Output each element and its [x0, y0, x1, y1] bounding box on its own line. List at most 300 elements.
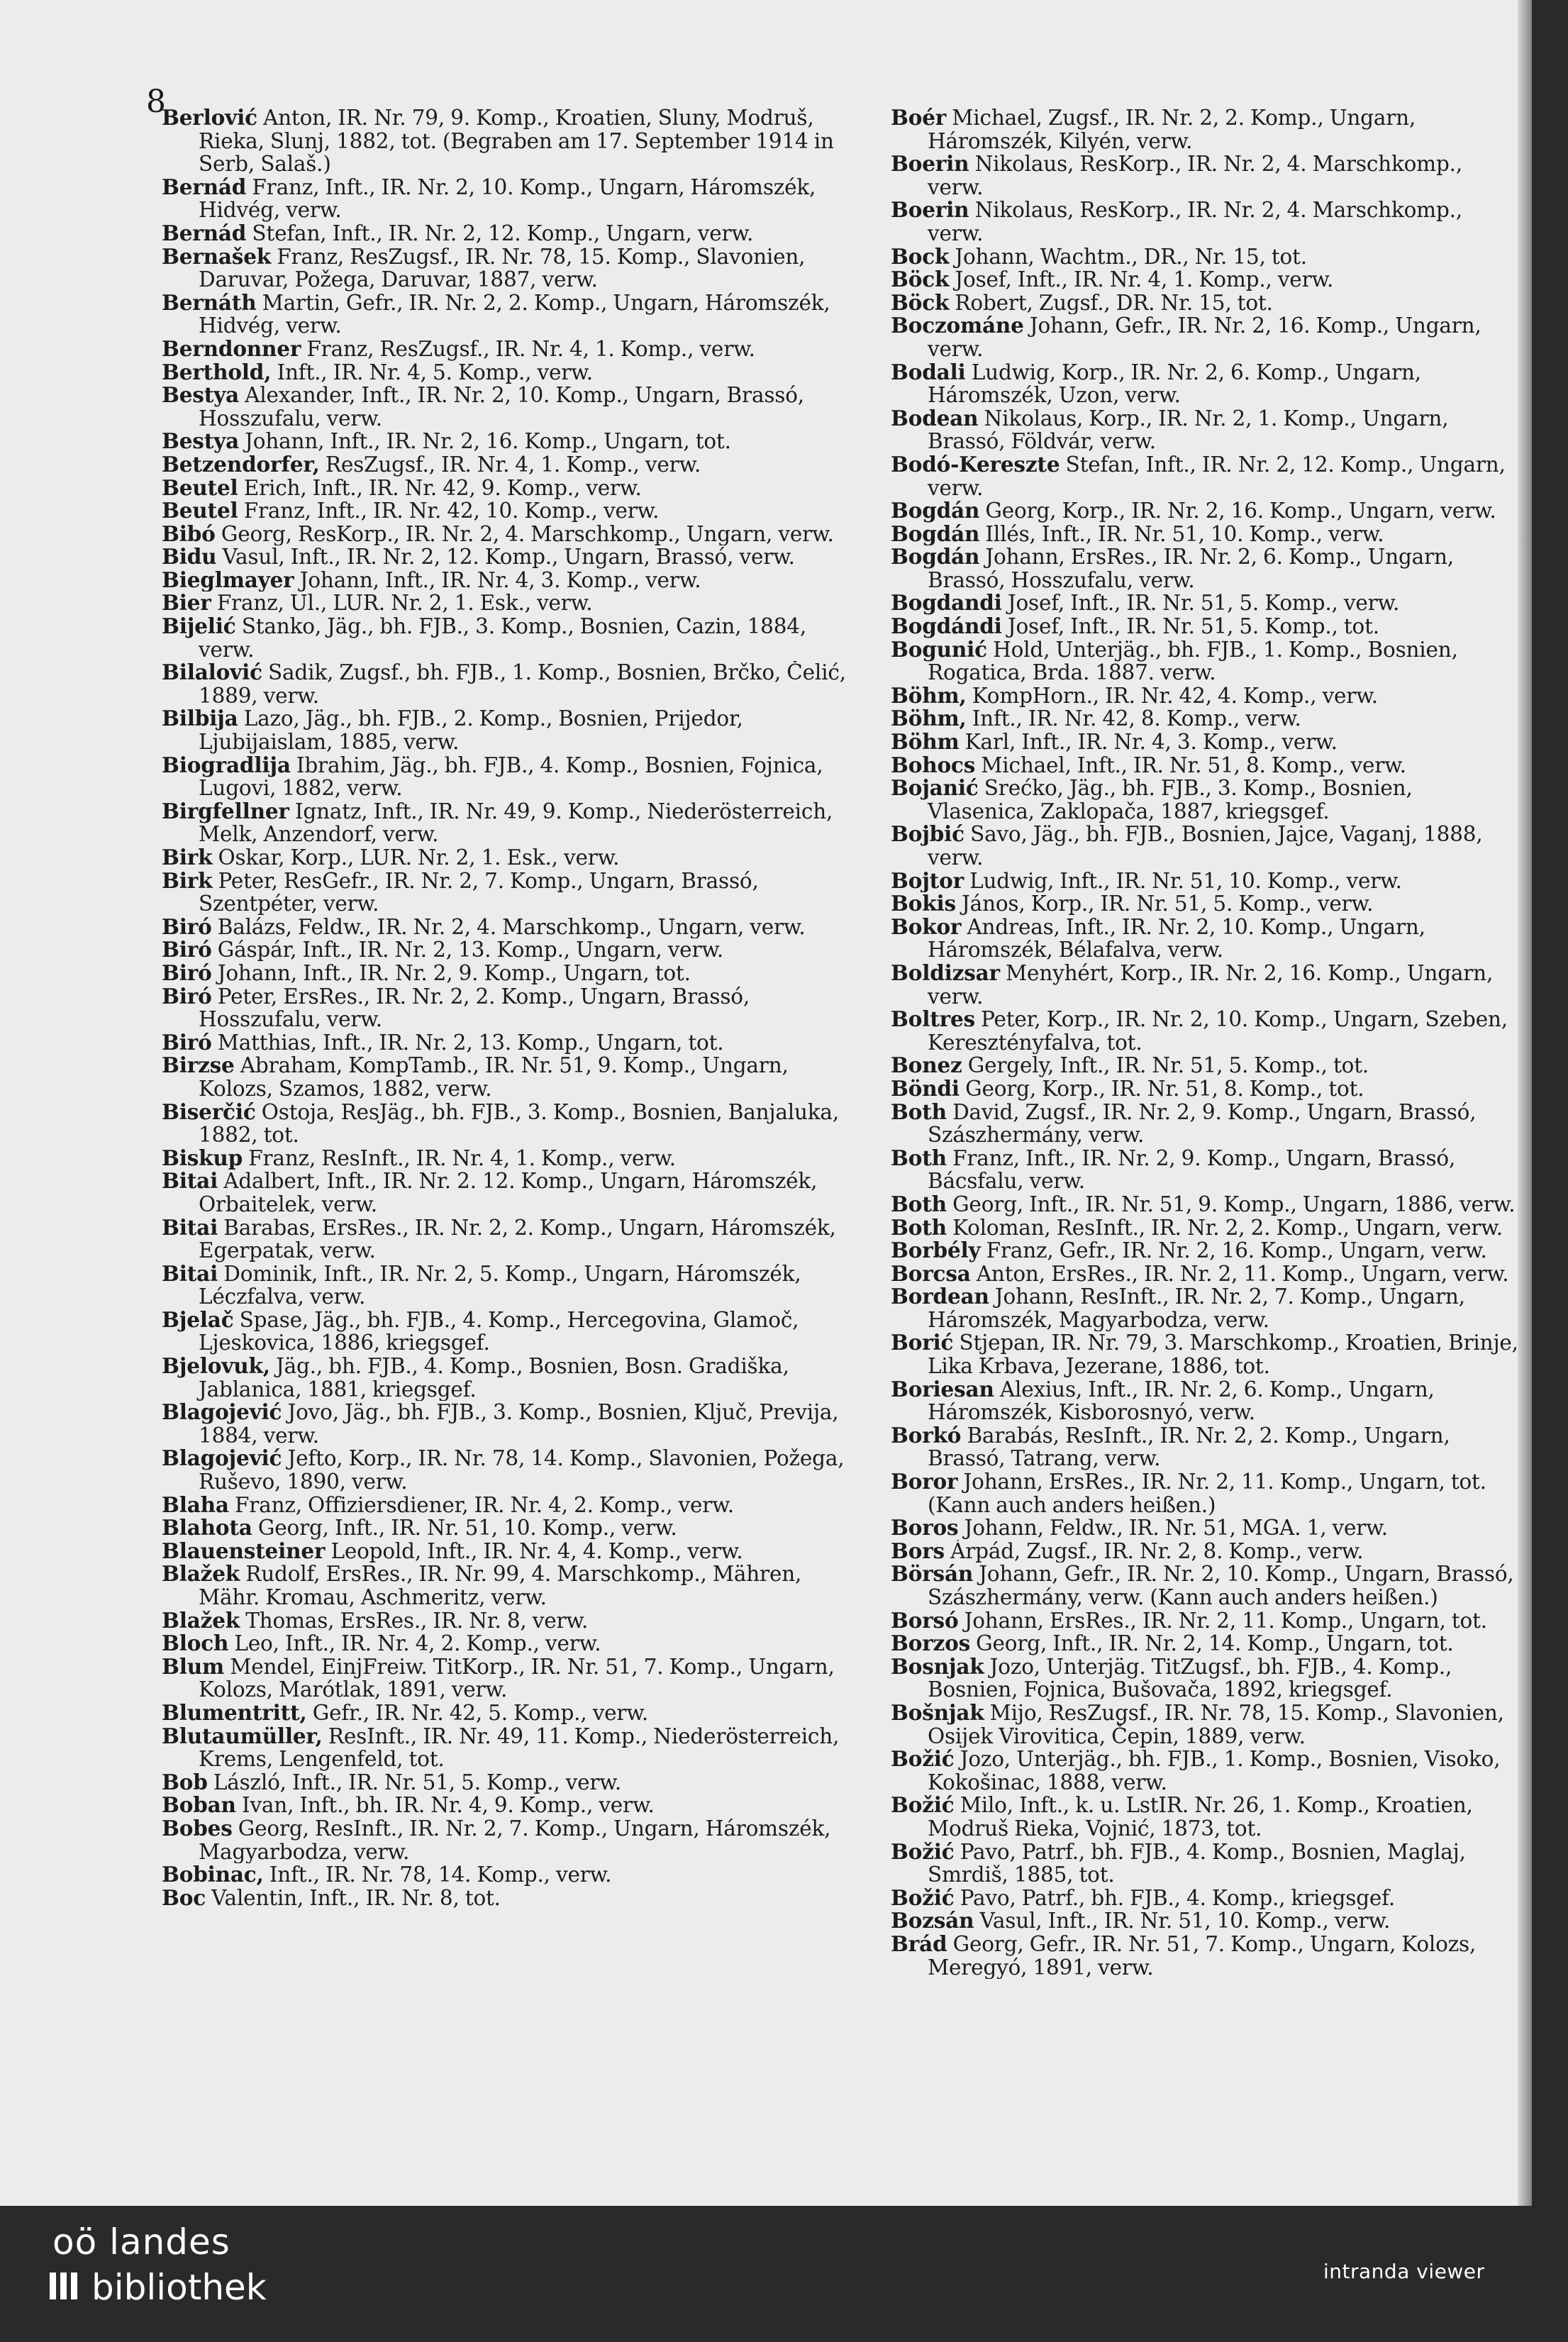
entry-details: Franz, Inft., IR. Nr. 2, 9. Komp., Ungarn, Brassó, Bácsfalu, verw.	[928, 1146, 1456, 1193]
entry-surname: Bokis	[891, 892, 956, 916]
register-entry	[891, 1331, 1522, 1377]
entry-details: Johann, ResInft., IR. Nr. 2, 7. Komp., Ungarn, Háromszék, Magyarbodza, verw.	[928, 1285, 1465, 1332]
entry-details: Lazo, Jäg., bh. FJB., 2. Komp., Bosnien, Prijedor, Ljubijaislam, 1885, verw.	[199, 707, 743, 754]
entry-details: Sadik, Zugsf., bh. FJB., 1. Komp., Bosnien, Brčko, Čelić, 1889, verw.	[199, 661, 846, 708]
entry-surname: Bijelić	[162, 615, 236, 639]
entry-surname: Božić	[891, 1748, 955, 1772]
entry-details: Gáspár, Inft., IR. Nr. 2, 13. Komp., Ungarn, verw.	[211, 938, 724, 962]
entry-details: Ludwig, Korp., IR. Nr. 2, 6. Komp., Ungarn, Háromszék, Uzon, verw.	[928, 360, 1421, 407]
register-entry	[891, 199, 1522, 245]
register-entry	[162, 1563, 861, 1609]
register-entry	[891, 592, 1522, 615]
entry-surname: Both	[891, 1146, 947, 1170]
entry-surname: Borsó	[891, 1609, 959, 1633]
entry-surname: Bohocs	[891, 753, 976, 777]
library-logo-line1: oö landes	[52, 2221, 230, 2263]
register-entry	[891, 777, 1522, 823]
register-entry	[891, 1216, 1522, 1240]
entry-details: Georg, ResInft., IR. Nr. 2, 7. Komp., Ungarn, Háromszék, Magyarbodza, verw.	[199, 1816, 831, 1864]
entry-details: Oskar, Korp., LUR. Nr. 2, 1. Esk., verw.	[212, 846, 620, 870]
register-entry	[891, 1748, 1522, 1794]
entry-surname: Blumentritt,	[162, 1701, 307, 1725]
register-entry	[891, 1841, 1522, 1887]
entry-details: Michael, Inft., IR. Nr. 51, 8. Komp., verw.	[975, 753, 1406, 777]
entry-details: Johann, ErsRes., IR. Nr. 2, 11. Komp., Ungarn, tot. (Kann auch anders heißen.)	[928, 1470, 1486, 1517]
entry-surname: Bitai	[162, 1216, 218, 1240]
entry-details: Michael, Zugsf., IR. Nr. 2, 2. Komp., Ungarn, Háromszék, Kilyén, verw.	[928, 106, 1416, 153]
entry-details: Inft., IR. Nr. 42, 8. Komp., verw.	[966, 707, 1301, 731]
register-entry	[162, 523, 861, 546]
entry-details: Franz, ResInft., IR. Nr. 4, 1. Komp., verw.	[243, 1146, 676, 1170]
entry-surname: Boban	[162, 1794, 236, 1817]
entry-surname: Bernáth	[162, 291, 257, 315]
entry-details: Ludwig, Inft., IR. Nr. 51, 10. Komp., verw.	[963, 869, 1402, 893]
entry-surname: Birk	[162, 869, 213, 893]
entry-surname: Bogdán	[891, 522, 980, 546]
entry-surname: Bosnjak	[891, 1655, 984, 1679]
entry-surname: Bojtor	[891, 869, 964, 893]
entry-surname: Biró	[162, 915, 212, 939]
register-entry	[891, 1378, 1522, 1424]
register-entry	[162, 569, 861, 592]
entry-surname: Berthold,	[162, 360, 272, 384]
register-entry	[162, 453, 861, 477]
register-entry	[891, 106, 1522, 152]
entry-details: Johann, Inft., IR. Nr. 2, 16. Komp., Ungarn, tot.	[239, 430, 731, 453]
entry-surname: Boldizsar	[891, 961, 1000, 985]
entry-surname: Böck	[891, 268, 950, 292]
entry-surname: Borić	[891, 1331, 954, 1355]
entry-details: Abraham, KompTamb., IR. Nr. 51, 9. Komp., Ungarn, Kolozs, Szamos, 1882, verw.	[199, 1054, 789, 1101]
entry-surname: Bitai	[162, 1170, 218, 1194]
register-entry	[891, 1008, 1522, 1054]
register-entry	[162, 938, 861, 962]
entry-details: Valentin, Inft., IR. Nr. 8, tot.	[205, 1886, 501, 1910]
entry-surname: Bodean	[891, 406, 979, 431]
entry-surname: Blahota	[162, 1516, 252, 1540]
entry-details: Inft., IR. Nr. 4, 5. Komp., verw.	[271, 360, 593, 384]
entry-details: Stefan, Inft., IR. Nr. 2, 12. Komp., Ungarn, verw.	[928, 453, 1506, 500]
register-entry	[162, 1516, 861, 1540]
entry-surname: Bodó-Kereszte	[891, 453, 1060, 477]
entry-details: Franz, Gefr., IR. Nr. 2, 16. Komp., Ungarn, verw.	[980, 1239, 1487, 1262]
register-entry	[162, 245, 861, 292]
entry-surname: Biogradlija	[162, 753, 291, 777]
register-entry	[162, 615, 861, 661]
entry-details: Leopold, Inft., IR. Nr. 4, 4. Komp., verw.	[325, 1539, 743, 1563]
register-entry	[891, 1655, 1522, 1702]
register-entry	[162, 1817, 861, 1863]
entry-details: Georg, Korp., IR. Nr. 51, 8. Komp., tot.	[959, 1077, 1364, 1101]
entry-details: Alexius, Inft., IR. Nr. 2, 6. Komp., Ungarn, Háromszék, Kisborosnyó, verw.	[928, 1377, 1435, 1424]
register-entry	[162, 800, 861, 846]
entry-surname: Bitai	[162, 1262, 218, 1286]
register-entry	[891, 499, 1522, 523]
entry-surname: Biró	[162, 984, 212, 1009]
entry-surname: Bestya	[162, 430, 239, 453]
register-entry	[891, 1933, 1522, 1979]
register-entry	[162, 106, 861, 176]
entry-details: Ignatz, Inft., IR. Nr. 49, 9. Komp., Niederösterreich, Melk, Anzendorf, verw.	[199, 799, 833, 846]
entry-surname: Bier	[162, 592, 211, 616]
register-entry	[891, 1540, 1522, 1563]
register-entry	[891, 292, 1522, 315]
entry-surname: Bernád	[162, 175, 247, 199]
entry-surname: Bob	[162, 1770, 208, 1794]
entry-details: Georg, Gefr., IR. Nr. 51, 7. Komp., Ungarn, Kolozs, Meregyó, 1891, verw.	[928, 1932, 1477, 1980]
register-entry	[891, 1101, 1522, 1147]
register-entry	[891, 245, 1522, 269]
register-entry	[891, 707, 1522, 731]
entry-surname: Bodali	[891, 360, 966, 384]
register-entry	[891, 545, 1522, 592]
entry-surname: Bonez	[891, 1054, 962, 1077]
entry-surname: Bordean	[891, 1285, 989, 1309]
register-entry	[162, 1702, 861, 1725]
entry-details: Nikolaus, Korp., IR. Nr. 2, 1. Komp., Ungarn, Brassó, Földvár, verw.	[928, 406, 1449, 453]
entry-surname: Bogdándi	[891, 615, 1002, 638]
register-entry	[891, 615, 1522, 638]
entry-details: László, Inft., IR. Nr. 51, 5. Komp., verw.	[207, 1770, 621, 1794]
entry-details: Georg, Inft., IR. Nr. 2, 14. Komp., Ungarn, tot.	[970, 1632, 1454, 1655]
entry-surname: Blažek	[162, 1609, 240, 1633]
register-entry	[891, 892, 1522, 916]
viewer-label: intranda viewer	[1323, 2260, 1485, 2283]
register-entry	[162, 1655, 861, 1702]
entry-surname: Boros	[891, 1516, 959, 1540]
register-entry	[891, 1262, 1522, 1286]
entry-surname: Both	[891, 1216, 947, 1240]
entry-surname: Blagojević	[162, 1401, 282, 1425]
entry-surname: Borbély	[891, 1239, 981, 1262]
entry-details: Johann, ErsRes., IR. Nr. 2, 11. Komp., Ungarn, tot.	[958, 1609, 1487, 1633]
entry-surname: Both	[891, 1100, 947, 1124]
entry-surname: Bobes	[162, 1816, 233, 1841]
entry-surname: Bibó	[162, 522, 216, 546]
register-entry	[162, 1494, 861, 1517]
entry-surname: Böhm	[891, 731, 960, 754]
entry-details: Peter, ErsRes., IR. Nr. 2, 2. Komp., Ungarn, Brassó, Hosszufalu, verw.	[199, 984, 750, 1031]
entry-details: Franz, Ul., LUR. Nr. 2, 1. Esk., verw.	[211, 592, 593, 616]
register-entry	[891, 453, 1522, 499]
register-entry	[162, 338, 861, 361]
entry-details: Johann, ErsRes., IR. Nr. 2, 6. Komp., Ungarn, Brassó, Hosszufalu, verw.	[928, 545, 1454, 592]
entry-details: Stanko, Jäg., bh. FJB., 3. Komp., Bosnien, Cazin, 1884, verw.	[199, 615, 807, 662]
register-entry	[891, 1054, 1522, 1077]
register-entry	[162, 1054, 861, 1100]
register-entry	[162, 1609, 861, 1633]
entry-details: Jefto, Korp., IR. Nr. 78, 14. Komp., Slavonien, Požega, Ruševo, 1890, verw.	[199, 1447, 845, 1494]
entry-surname: Božić	[891, 1840, 955, 1864]
left-column	[162, 106, 861, 1909]
entry-surname: Betzendorfer,	[162, 453, 320, 477]
register-entry	[162, 384, 861, 430]
register-entry	[162, 1262, 861, 1309]
entry-surname: Božić	[891, 1794, 955, 1818]
entry-surname: Blažek	[162, 1563, 240, 1587]
entry-surname: Borzos	[891, 1632, 970, 1655]
entry-surname: Both	[891, 1192, 947, 1216]
entry-details: János, Korp., IR. Nr. 51, 5. Komp., verw.	[955, 892, 1374, 916]
entry-surname: Bozsán	[891, 1909, 974, 1933]
register-entry	[162, 1794, 861, 1817]
entry-surname: Biserčić	[162, 1100, 256, 1124]
entry-surname: Berndonner	[162, 337, 301, 361]
register-entry	[162, 430, 861, 453]
entry-surname: Börsán	[891, 1563, 974, 1587]
entry-details: Menyhért, Korp., IR. Nr. 2, 16. Komp., Ungarn, verw.	[928, 961, 1494, 1009]
entry-details: Ibrahim, Jäg., bh. FJB., 4. Komp., Bosnien, Fojnica, Lugovi, 1882, verw.	[199, 753, 823, 800]
register-entry	[891, 1147, 1522, 1193]
register-entry	[891, 361, 1522, 407]
entry-details: Johann, Inft., IR. Nr. 4, 3. Komp., verw.	[294, 568, 701, 592]
register-entry	[162, 222, 861, 245]
library-logo-bars-icon	[50, 2267, 82, 2308]
entry-surname: Berlović	[162, 106, 257, 130]
entry-details: Nikolaus, ResKorp., IR. Nr. 2, 4. Marschkomp., verw.	[928, 199, 1462, 245]
register-entry	[891, 684, 1522, 708]
entry-surname: Boror	[891, 1470, 958, 1494]
entry-surname: Bestya	[162, 384, 239, 408]
entry-surname: Bidu	[162, 545, 217, 569]
register-entry	[162, 846, 861, 870]
register-entry	[162, 1887, 861, 1910]
entry-details: Anton, ErsRes., IR. Nr. 2, 11. Komp., Ungarn, verw.	[970, 1262, 1509, 1286]
register-entry	[162, 499, 861, 523]
register-entry	[162, 1863, 861, 1887]
register-entry	[891, 1632, 1522, 1655]
entry-surname: Biró	[162, 961, 212, 985]
entry-details: Vasul, Inft., IR. Nr. 51, 10. Komp., verw.	[974, 1909, 1391, 1933]
entry-details: Pavo, Patrf., bh. FJB., 4. Komp., Bosnien, Maglaj, Smrdiš, 1885, tot.	[928, 1840, 1466, 1887]
register-entry	[162, 477, 861, 500]
entry-surname: Bors	[891, 1539, 945, 1563]
entry-surname: Blum	[162, 1655, 225, 1679]
register-entry	[891, 1285, 1522, 1331]
entry-details: Andreas, Inft., IR. Nr. 2, 10. Komp., Ungarn, Háromszék, Bélafalva, verw.	[928, 915, 1425, 962]
register-entry	[891, 823, 1522, 869]
entry-details: Josef, Inft., IR. Nr. 4, 1. Komp., verw.	[949, 268, 1334, 292]
register-entry	[162, 592, 861, 615]
entry-details: Stefan, Inft., IR. Nr. 2, 12. Komp., Ungarn, verw.	[246, 221, 754, 245]
entry-details: Robert, Zugsf., DR. Nr. 15, tot.	[949, 291, 1273, 315]
entry-surname: Bogunić	[891, 638, 987, 662]
entry-surname: Bojanić	[891, 777, 979, 801]
register-entry	[162, 754, 861, 800]
entry-details: Franz, ResZugsf., IR. Nr. 78, 15. Komp., Slavonien, Daruvar, Požega, Daruvar, 1887, verw.	[199, 245, 806, 292]
entry-surname: Boriesan	[891, 1377, 994, 1402]
entry-surname: Božić	[891, 1886, 955, 1910]
entry-details: Johann, Inft., IR. Nr. 2, 9. Komp., Ungarn, tot.	[211, 961, 691, 985]
entry-details: Josef, Inft., IR. Nr. 51, 5. Komp., tot.	[1001, 615, 1379, 638]
register-entry	[162, 1401, 861, 1447]
register-entry	[162, 361, 861, 384]
entry-details: Johann, Feldw., IR. Nr. 51, MGA. 1, verw.	[958, 1516, 1388, 1540]
entry-surname: Bernád	[162, 221, 247, 245]
register-entry	[891, 1609, 1522, 1633]
library-logo-text: bibliothek	[91, 2267, 267, 2308]
entry-surname: Bogdán	[891, 499, 980, 523]
entry-details: Erich, Inft., IR. Nr. 42, 9. Komp., verw.	[238, 476, 642, 500]
entry-surname: Boczománe	[891, 314, 1024, 338]
entry-details: Franz, Inft., IR. Nr. 42, 10. Komp., verw.	[238, 499, 660, 523]
entry-surname: Biskup	[162, 1146, 243, 1170]
entry-surname: Böhm,	[891, 707, 967, 731]
entry-details: Mijo, ResZugsf., IR. Nr. 78, 15. Komp., Slavonien, Osijek Virovitica, Čepin, 1889, verw.	[928, 1701, 1504, 1748]
entry-details: Jäg., bh. FJB., 4. Komp., Bosnien, Bosn. Gradiška, Jablanica, 1881, kriegsgef.	[199, 1355, 789, 1402]
entry-surname: Birzse	[162, 1054, 235, 1078]
entry-surname: Boc	[162, 1886, 206, 1910]
entry-details: Thomas, ErsRes., IR. Nr. 8, verw.	[240, 1609, 589, 1633]
register-entry	[891, 731, 1522, 754]
entry-details: Illés, Inft., IR. Nr. 51, 10. Komp., verw.	[979, 522, 1384, 546]
entry-details: Adalbert, Inft., IR. Nr. 2. 12. Komp., Ungarn, Háromszék, Orbaitelek, verw.	[199, 1170, 818, 1216]
entry-surname: Beutel	[162, 476, 238, 500]
register-entry	[162, 176, 861, 222]
register-entry	[162, 1632, 861, 1655]
entry-details: Matthias, Inft., IR. Nr. 2, 13. Komp., Ungarn, tot.	[211, 1031, 724, 1055]
register-entry	[162, 707, 861, 753]
register-entry	[162, 1725, 861, 1771]
register-entry	[891, 754, 1522, 777]
register-entry	[162, 1101, 861, 1147]
entry-surname: Bieglmayer	[162, 568, 294, 592]
entry-surname: Biró	[162, 938, 212, 962]
entry-details: Peter, Korp., IR. Nr. 2, 10. Komp., Ungarn, Szeben, Keresztényfalva, tot.	[928, 1008, 1508, 1055]
entry-details: Dominik, Inft., IR. Nr. 2, 5. Komp., Ungarn, Háromszék, Léczfalva, verw.	[199, 1262, 801, 1309]
entry-details: Vasul, Inft., IR. Nr. 2, 12. Komp., Ungarn, Brassó, verw.	[216, 545, 795, 569]
register-entry	[891, 638, 1522, 684]
entry-details: ResInft., IR. Nr. 49, 11. Komp., Niederösterreich, Krems, Lengenfeld, tot.	[199, 1724, 840, 1771]
entry-surname: Bock	[891, 245, 950, 269]
entry-details: Mendel, EinjFreiw. TitKorp., IR. Nr. 51, 7. Komp., Ungarn, Kolozs, Marótlak, 1891, verw.	[199, 1655, 835, 1702]
entry-details: Stjepan, IR. Nr. 79, 3. Marschkomp., Kroatien, Brinje, Lika Krbava, Jezerane, 1886, tot.	[928, 1331, 1518, 1378]
entry-surname: Borkó	[891, 1423, 962, 1448]
entry-details: Árpád, Zugsf., IR. Nr. 2, 8. Komp., verw.	[944, 1539, 1364, 1563]
right-column	[891, 106, 1522, 1979]
entry-surname: Biró	[162, 1031, 212, 1055]
entry-details: Josef, Inft., IR. Nr. 51, 5. Komp., verw.	[1001, 592, 1400, 616]
register-entry	[162, 545, 861, 569]
entry-details: Barabas, ErsRes., IR. Nr. 2, 2. Komp., Ungarn, Háromszék, Egerpatak, verw.	[199, 1216, 836, 1262]
register-entry	[891, 1239, 1522, 1262]
entry-surname: Bilalović	[162, 661, 262, 685]
entry-details: Franz, ResZugsf., IR. Nr. 4, 1. Komp., verw.	[301, 337, 755, 361]
entry-details: Barabás, ResInft., IR. Nr. 2, 2. Komp., Ungarn, Brassó, Tatrang, verw.	[928, 1423, 1450, 1471]
entry-details: KompHorn., IR. Nr. 42, 4. Komp., verw.	[966, 684, 1378, 708]
entry-surname: Boerin	[891, 199, 969, 223]
entry-details: Franz, Offiziersdiener, IR. Nr. 4, 2. Komp., verw.	[228, 1493, 734, 1517]
entry-details: Hold, Unterjäg., bh. FJB., 1. Komp., Bosnien, Rogatica, Brda. 1887. verw.	[928, 638, 1458, 684]
register-entry	[162, 1540, 861, 1563]
entry-surname: Bokor	[891, 915, 962, 939]
entry-surname: Borcsa	[891, 1262, 971, 1286]
entry-surname: Bilbija	[162, 707, 238, 731]
register-entry	[162, 916, 861, 939]
entry-details: Anton, IR. Nr. 79, 9. Komp., Kroatien, Sluny, Modruš, Rieka, Slunj, 1882, tot. (Begraben am 17. September 1914 in Serb, Salaš.)	[199, 106, 834, 176]
register-entry	[162, 1147, 861, 1170]
register-entry	[162, 1355, 861, 1401]
register-entry	[162, 870, 861, 916]
page-number: 8	[146, 84, 166, 120]
entry-details: Georg, Korp., IR. Nr. 2, 16. Komp., Ungarn, verw.	[979, 499, 1496, 523]
register-entry	[162, 1170, 861, 1216]
entry-details: Nikolaus, ResKorp., IR. Nr. 2, 4. Marschkomp., verw.	[928, 152, 1462, 199]
register-entry	[891, 268, 1522, 292]
entry-surname: Birk	[162, 846, 213, 870]
entry-details: Karl, Inft., IR. Nr. 4, 3. Komp., verw.	[959, 731, 1338, 754]
entry-surname: Bjelač	[162, 1308, 234, 1332]
entry-details: Johann, Wachtm., DR., Nr. 15, tot.	[949, 245, 1307, 269]
register-entry	[162, 1309, 861, 1355]
entry-surname: Böck	[891, 291, 950, 315]
entry-details: Gergely, Inft., IR. Nr. 51, 5. Komp., tot.	[962, 1054, 1369, 1077]
register-entry	[891, 1193, 1522, 1216]
entry-surname: Bloch	[162, 1632, 229, 1655]
register-entry	[891, 1794, 1522, 1840]
register-entry	[162, 1031, 861, 1055]
register-entry	[891, 1470, 1522, 1516]
entry-surname: Blutaumüller,	[162, 1724, 323, 1748]
register-entry	[891, 1909, 1522, 1933]
register-entry	[162, 1216, 861, 1262]
entry-surname: Bobinac,	[162, 1863, 264, 1887]
entry-surname: Bernašek	[162, 245, 272, 269]
entry-details: Pavo, Patrf., bh. FJB., 4. Komp., kriegsgef.	[954, 1886, 1396, 1910]
entry-surname: Brád	[891, 1932, 947, 1956]
entry-details: Franz, Inft., IR. Nr. 2, 10. Komp., Ungarn, Háromszék, Hidvég, verw.	[199, 175, 816, 222]
entry-details: Spase, Jäg., bh. FJB., 4. Komp., Hercegovina, Glamoč, Ljeskovica, 1886, kriegsgef.	[199, 1308, 799, 1355]
entry-details: Martin, Gefr., IR. Nr. 2, 2. Komp., Ungarn, Háromszék, Hidvég, verw.	[199, 291, 830, 338]
register-entry	[891, 916, 1522, 962]
entry-surname: Bošnjak	[891, 1701, 984, 1725]
entry-details: Srećko, Jäg., bh. FJB., 3. Komp., Bosnien, Vlasenica, Zaklopača, 1887, kriegsgef.	[928, 777, 1413, 823]
entry-details: Koloman, ResInft., IR. Nr. 2, 2. Komp., Ungarn, verw.	[946, 1216, 1503, 1240]
entry-details: Georg, Inft., IR. Nr. 51, 9. Komp., Ungarn, 1886, verw.	[946, 1192, 1516, 1216]
entry-details: Jozo, Unterjäg. TitZugsf., bh. FJB., 4. Komp., Bosnien, Fojnica, Bušovača, 1892, kriegsgef.	[928, 1655, 1452, 1702]
register-entry	[891, 1516, 1522, 1540]
entry-details: Johann, Gefr., IR. Nr. 2, 16. Komp., Ungarn, verw.	[928, 314, 1481, 361]
register-entry	[162, 292, 861, 338]
register-entry	[891, 1424, 1522, 1470]
entry-surname: Blauensteiner	[162, 1539, 326, 1563]
register-entry	[162, 661, 861, 707]
entry-details: Rudolf, ErsRes., IR. Nr. 99, 4. Marschkomp., Mähren, Mähr. Kromau, Aschmeritz, verw.	[199, 1563, 802, 1609]
library-logo-line2	[50, 2267, 267, 2308]
entry-details: Jozo, Unterjäg., bh. FJB., 1. Komp., Bosnien, Visoko, Kokošinac, 1888, verw.	[928, 1748, 1501, 1794]
register-entry	[162, 1771, 861, 1794]
entry-details: ResZugsf., IR. Nr. 4, 1. Komp., verw.	[319, 453, 701, 477]
entry-surname: Birgfellner	[162, 799, 289, 823]
entry-details: Johann, Gefr., IR. Nr. 2, 10. Komp., Ungarn, Brassó, Szászhermány, verw. (Kann auch anders heißen.)	[928, 1563, 1514, 1609]
register-entry	[891, 1887, 1522, 1910]
entry-surname: Boerin	[891, 152, 969, 177]
entry-details: Leo, Inft., IR. Nr. 4, 2. Komp., verw.	[228, 1632, 601, 1655]
register-entry	[891, 314, 1522, 360]
register-entry	[891, 1563, 1522, 1609]
entry-surname: Boltres	[891, 1008, 975, 1032]
entry-surname: Böndi	[891, 1077, 960, 1101]
entry-details: Georg, ResKorp., IR. Nr. 2, 4. Marschkomp., Ungarn, verw.	[215, 522, 834, 546]
register-entry	[891, 152, 1522, 199]
entry-surname: Bogdán	[891, 545, 980, 570]
register-entry	[891, 1077, 1522, 1101]
register-entry	[891, 1702, 1522, 1748]
entry-surname: Beutel	[162, 499, 238, 523]
register-entry	[891, 407, 1522, 453]
entry-details: Milo, Inft., k. u. LstIR. Nr. 26, 1. Komp., Kroatien, Modruš Rieka, Vojnić, 1873, tot.	[928, 1794, 1473, 1841]
entry-surname: Blagojević	[162, 1447, 282, 1471]
